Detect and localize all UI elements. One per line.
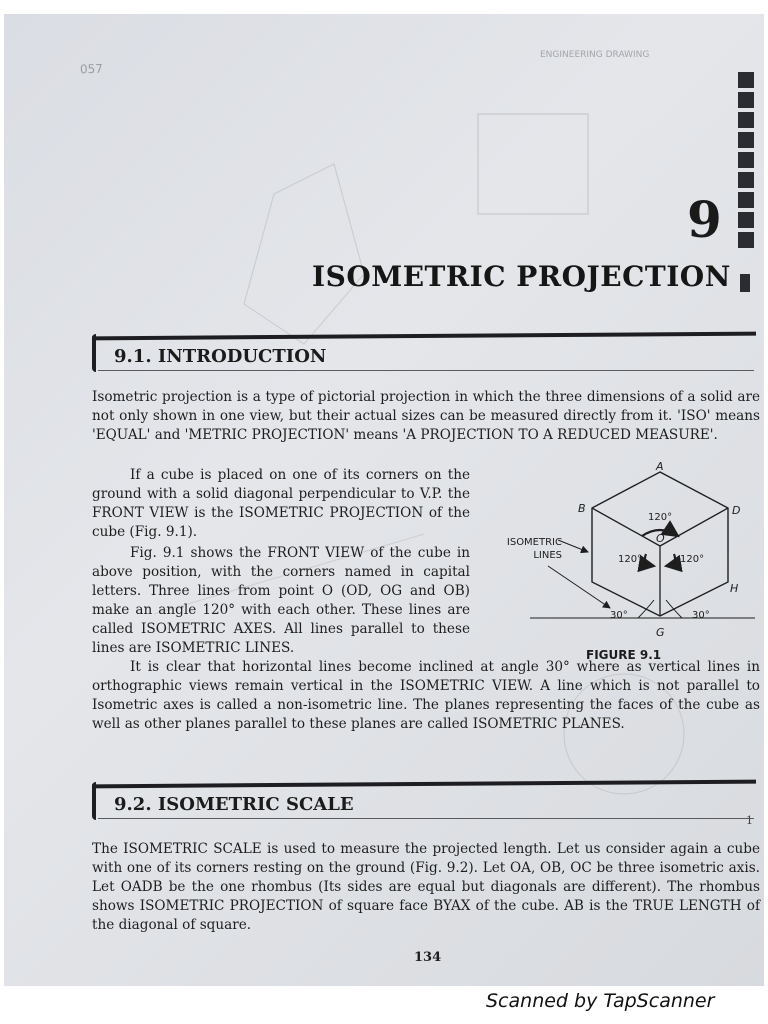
angle-label-top: 120° bbox=[648, 512, 673, 523]
vertex-label-d: D bbox=[732, 504, 741, 517]
edge-tab bbox=[738, 72, 754, 88]
arc-base-right bbox=[666, 600, 682, 618]
chapter-number: 9 bbox=[687, 190, 722, 249]
edge-tab bbox=[738, 152, 754, 168]
title-edge-bar bbox=[740, 274, 750, 292]
edge-tab bbox=[738, 132, 754, 148]
angle-label-left: 120° bbox=[618, 554, 643, 565]
page-number: 134 bbox=[414, 950, 442, 965]
vertex-label-h: H bbox=[730, 582, 739, 595]
intro-paragraph-3: Fig. 9.1 shows the FRONT VIEW of the cube in above position, with the corners named in capital letters. Three lines from point O (OD, OG and OB) make an angle 120° with each other. These lines are called ISOMETRIC AXES. All lines parallel to these lines are ISOMETRIC LINES. bbox=[92, 545, 470, 656]
chapter-title: ISOMETRIC PROJECTION bbox=[312, 260, 731, 293]
edge-tab bbox=[738, 192, 754, 208]
isometric-lines-callout bbox=[480, 536, 562, 562]
intro-paragraph-4: It is clear that horizontal lines become inclined at angle 30° where as vertical lines in orthographic views remain vertical in the ISOMETRIC VIEW. A line which is not parallel to Isometric axes is called a non-isometric line. The planes representing the faces of the cube as well as other planes parallel to these planes are called ISOMETRIC PLANES. bbox=[92, 659, 760, 732]
callout-arrow-1 bbox=[558, 540, 588, 552]
arc-base-left bbox=[638, 600, 654, 618]
margin-mark: 1 bbox=[746, 814, 753, 827]
edge-tab bbox=[738, 112, 754, 128]
edge-tab bbox=[738, 92, 754, 108]
vertex-label-g: G bbox=[656, 626, 665, 639]
book-page bbox=[4, 14, 764, 986]
vertex-label-b: B bbox=[578, 502, 586, 515]
intro-paragraph-1: Isometric projection is a type of pictorial projection in which the three dimensions of a solid are not only shown in one view, but their actual sizes can be measured directly from it. 'ISO' means 'EQUAL' and 'METRIC PROJECTION' means 'A PROJECTION TO A REDUCED MEASURE'. bbox=[92, 389, 760, 443]
callout-line-1: ISOMETRIC bbox=[506, 537, 562, 548]
section-title: 9.1. INTRODUCTION bbox=[114, 346, 327, 367]
scanner-watermark: Scanned by TapScanner bbox=[486, 990, 715, 1012]
intro-paragraph-2: If a cube is placed on one of its corners on the ground with a solid diagonal perpendicular to V.P. the FRONT VIEW is the ISOMETRIC PROJECTION of the cube (Fig. 9.1). bbox=[92, 467, 470, 540]
ghost-page-number: 057 bbox=[79, 61, 104, 77]
chapter-edge-tabs bbox=[738, 72, 754, 252]
angle-label-base-right: 30° bbox=[692, 610, 710, 621]
edge-tab bbox=[738, 212, 754, 228]
figure-caption: FIGURE 9.1 bbox=[586, 648, 662, 662]
vertex-label-o: O bbox=[656, 532, 665, 545]
scale-paragraph-1: The ISOMETRIC SCALE is used to measure the projected length. Let us consider again a cube with one of its corners resting on the ground (Fig. 9.2). Let OA, OB, OC be three isometric axis. Let OADB be the one rhombus (Its sides are equal but diagonals are different). The rhombus shows ISOMETRIC PROJECTION of square face BYAX of the cube. AB is the TRUE LENGTH of the diagonal of square. bbox=[92, 841, 760, 933]
figure-9-1 bbox=[470, 460, 760, 670]
edge-tab bbox=[738, 172, 754, 188]
section-heading-introduction bbox=[92, 334, 756, 374]
section-heading-isometric-scale bbox=[92, 782, 756, 822]
arc-left bbox=[645, 554, 654, 566]
angle-label-base-left: 30° bbox=[610, 610, 628, 621]
callout-line-2: LINES bbox=[533, 550, 562, 561]
edge-tab bbox=[738, 232, 754, 248]
angle-label-right: 120° bbox=[680, 554, 705, 565]
vertex-label-a: A bbox=[656, 460, 664, 473]
ghost-running-head: ENGINEERING DRAWING bbox=[540, 50, 650, 60]
section-title: 9.2. ISOMETRIC SCALE bbox=[114, 794, 354, 815]
arc-right bbox=[666, 554, 675, 566]
